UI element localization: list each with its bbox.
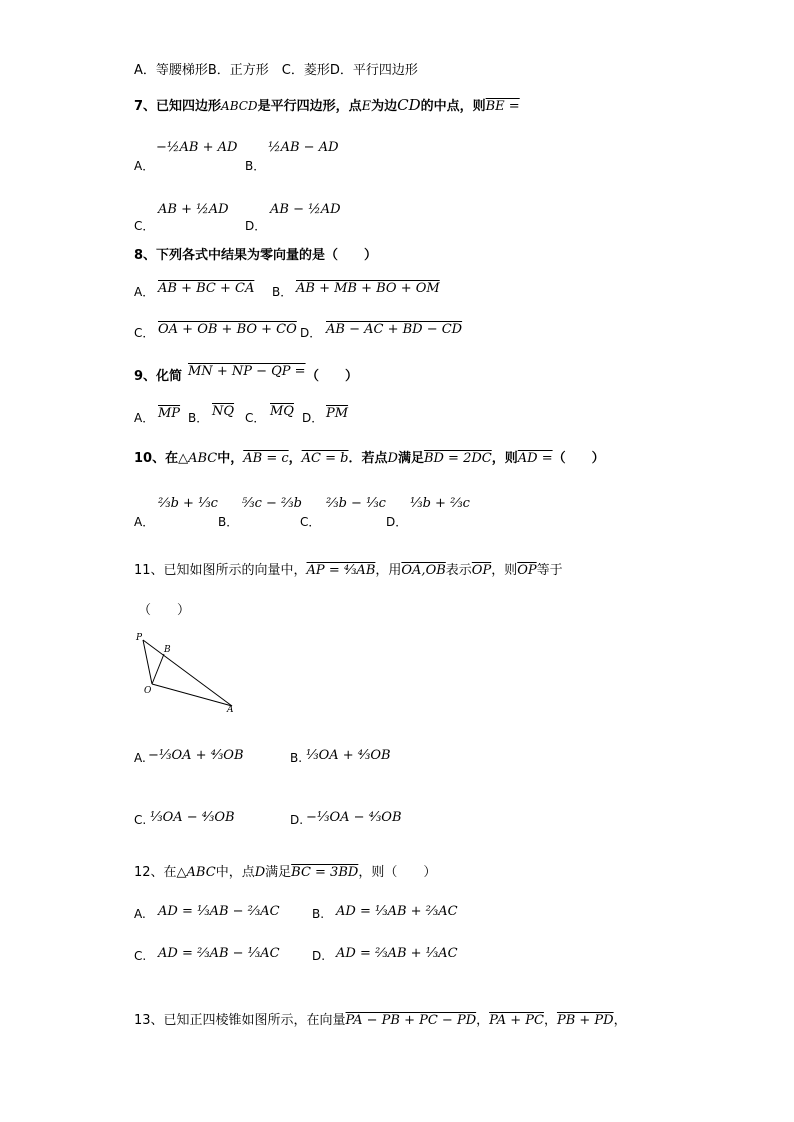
- q12-option-a-label: A.: [134, 907, 146, 921]
- q7-option-c-label: C．: [134, 219, 155, 233]
- q7-option-c-expr: AB + ½AD: [158, 202, 229, 217]
- q11-op: $\overline{OP}$: [471, 563, 492, 578]
- q10-paren: （ ）: [552, 451, 605, 466]
- q11-stem-e: 等于: [536, 563, 563, 578]
- q11-label-o: O: [144, 686, 152, 696]
- q10-option-d-label: D．: [386, 515, 408, 529]
- q9-paren: （ ）: [306, 369, 359, 384]
- q7-stem: [134, 96, 520, 116]
- q11-option-a-expr: −⅓OA + ⁴⁄₃OB: [148, 748, 244, 763]
- q8-option-b-label: B．: [272, 285, 293, 299]
- q12-option-d-label: D.: [312, 949, 326, 963]
- q11-stem-c: 表示: [445, 563, 472, 578]
- q9-option-d-label: D．: [302, 411, 324, 425]
- q8-option-a-expr: AB + BC + CA: [158, 281, 255, 296]
- q8-option-a-label: A．: [134, 285, 155, 299]
- q12-bc: BC = 3BD: [291, 865, 359, 880]
- q12-option-c-label: C.: [134, 949, 147, 963]
- q12-stem-c: 满足: [265, 865, 292, 880]
- q11-option-c-expr: ⅓OA − ⁴⁄₃OB: [150, 810, 235, 825]
- q7-option-d-expr: AB − ½AD: [270, 202, 341, 217]
- q12-option-d-expr: AD = ⅔AB + ⅓AC: [336, 946, 458, 961]
- q11-option-b-label: B.: [290, 751, 303, 765]
- q12-stem-a: 12、在: [134, 865, 177, 880]
- q7-stem-a: 7、已知四边形: [134, 99, 222, 114]
- q11-op-2: $\overline{OP}$: [517, 563, 537, 578]
- q13-stem-a: 13、已知正四棱锥如图所示，在向量: [134, 1013, 346, 1028]
- q11-paren: （ ）: [138, 603, 191, 618]
- q8-stem: 8、下列各式中结果为零向量的是（ ）: [134, 248, 378, 263]
- q7-option-a-expr: −½AB + AD: [156, 140, 238, 155]
- q13-stem: [134, 1012, 627, 1030]
- q12-option-b-expr: AD = ⅓AB + ⅔AC: [336, 904, 458, 919]
- q12-triangle: △ABC: [176, 865, 216, 880]
- q10-option-a-expr: ⅔b + ⅓c: [158, 496, 218, 511]
- q8-option-b-expr: AB + MB + BO + OM: [296, 281, 440, 296]
- q11-stem: [134, 562, 563, 580]
- q9-option-a-expr: $\overline{MP}$: [158, 406, 181, 421]
- q10-ac: AC = b: [301, 451, 349, 466]
- q11-option-b-expr: ⅓OA + ⁴⁄₃OB: [306, 748, 391, 763]
- q11-line-po: [143, 640, 152, 684]
- q11-stem-d: ，则: [491, 563, 518, 578]
- q11-stem-b: ，用: [375, 563, 402, 578]
- q7-option-d-label: D．: [245, 219, 267, 233]
- q12-stem: [134, 864, 436, 882]
- q11-option-d-expr: −⅓OA − ⁴⁄₃OB: [306, 810, 402, 825]
- q10-stem-b: 中，: [217, 451, 244, 466]
- q10-bd: BD = 2DC: [423, 451, 492, 466]
- q9-option-d-expr: $\overline{PM}$: [326, 406, 349, 421]
- q12-option-c-expr: AD = ⅔AB − ⅓AC: [158, 946, 280, 961]
- q9-option-b-expr: $\overline{NQ}$: [212, 404, 235, 419]
- q11-label-b: B: [164, 645, 171, 655]
- q13-sep-1: ，: [476, 1013, 490, 1028]
- q10-stem: [134, 450, 605, 468]
- q11-oaob: OA,OB: [401, 563, 446, 578]
- q11-figure: [134, 630, 244, 714]
- q7-abcd: ABCD: [221, 99, 258, 113]
- q13-expr-2: PA + PC: [489, 1013, 544, 1028]
- q10-d: D: [387, 451, 398, 466]
- q10-triangle: △ABC: [178, 451, 218, 466]
- q10-stem-a: 10、在: [134, 451, 179, 466]
- q10-option-a-label: A．: [134, 515, 155, 529]
- q11-option-c-label: C.: [134, 813, 147, 827]
- q7-be: BE =: [485, 99, 520, 114]
- q7-stem-c: 为边: [371, 99, 398, 114]
- q10-ab: AB = c: [243, 451, 289, 466]
- q11-option-a-label: A.: [134, 751, 146, 765]
- q11-option-d-label: D.: [290, 813, 304, 827]
- q13-sep-3: ，: [613, 1013, 627, 1028]
- q7-option-a-label: A．: [134, 159, 155, 173]
- q8-option-d-expr: AB − AC + BD − CD: [326, 322, 463, 337]
- q8-option-c-expr: OA + OB + BO + CO: [158, 322, 297, 337]
- q10-option-d-expr: ⅓b + ⅔c: [410, 496, 470, 511]
- q13-expr-1: PA − PB + PC − PD: [345, 1013, 477, 1028]
- q7-cd: CD: [397, 96, 421, 114]
- q11-ap: AP = ⁴⁄₃AB: [306, 563, 376, 578]
- q10-option-c-label: C．: [300, 515, 321, 529]
- q10-comma: ，: [288, 451, 302, 466]
- q12-stem-b: 中，点: [215, 865, 255, 880]
- q6-options: A．等腰梯形B．正方形 C．菱形D．平行四边形: [134, 63, 418, 78]
- q10-stem-e: ，则: [491, 451, 518, 466]
- q7-option-b-expr: ½AB − AD: [268, 140, 339, 155]
- q9-stem: 9、化简: [134, 369, 183, 384]
- q11-label-p: P: [136, 633, 143, 643]
- q7-stem-b: 是平行四边形，点: [257, 99, 362, 114]
- q7-e: E: [361, 99, 372, 114]
- q12-d: D: [254, 865, 266, 880]
- q12-stem-d: ，则（ ）: [358, 865, 437, 880]
- q8-option-c-label: C．: [134, 326, 155, 340]
- q11-line-oa: [152, 684, 232, 706]
- q7-stem-d: 的中点，则: [420, 99, 486, 114]
- q11-stem-a: 11、已知如图所示的向量中，: [134, 563, 307, 578]
- q10-ad: AD =: [517, 451, 553, 466]
- q13-expr-3: PB + PD: [556, 1013, 614, 1028]
- q10-stem-d: 满足: [397, 451, 424, 466]
- q9-option-c-label: C．: [245, 411, 266, 425]
- q10-option-c-expr: ⅔b − ⅓c: [326, 496, 386, 511]
- q13-sep-2: ，: [543, 1013, 557, 1028]
- q9-option-a-label: A．: [134, 411, 155, 425]
- q9-option-c-expr: $\overline{MQ}$: [270, 404, 294, 419]
- q10-stem-c: ．若点: [348, 451, 388, 466]
- q7-option-b-label: B．: [245, 159, 266, 173]
- q10-option-b-expr: ⁵⁄₃c − ⅔b: [242, 496, 302, 511]
- q12-option-b-label: B.: [312, 907, 325, 921]
- q8-option-d-label: D．: [300, 326, 322, 340]
- q9-expr: MN + NP − QP =: [188, 364, 306, 379]
- q9-option-b-label: B．: [188, 411, 209, 425]
- q11-label-a: A: [227, 705, 234, 714]
- q12-option-a-expr: AD = ⅓AB − ⅔AC: [158, 904, 280, 919]
- q10-option-b-label: B．: [218, 515, 239, 529]
- q11-line-ob: [152, 654, 164, 684]
